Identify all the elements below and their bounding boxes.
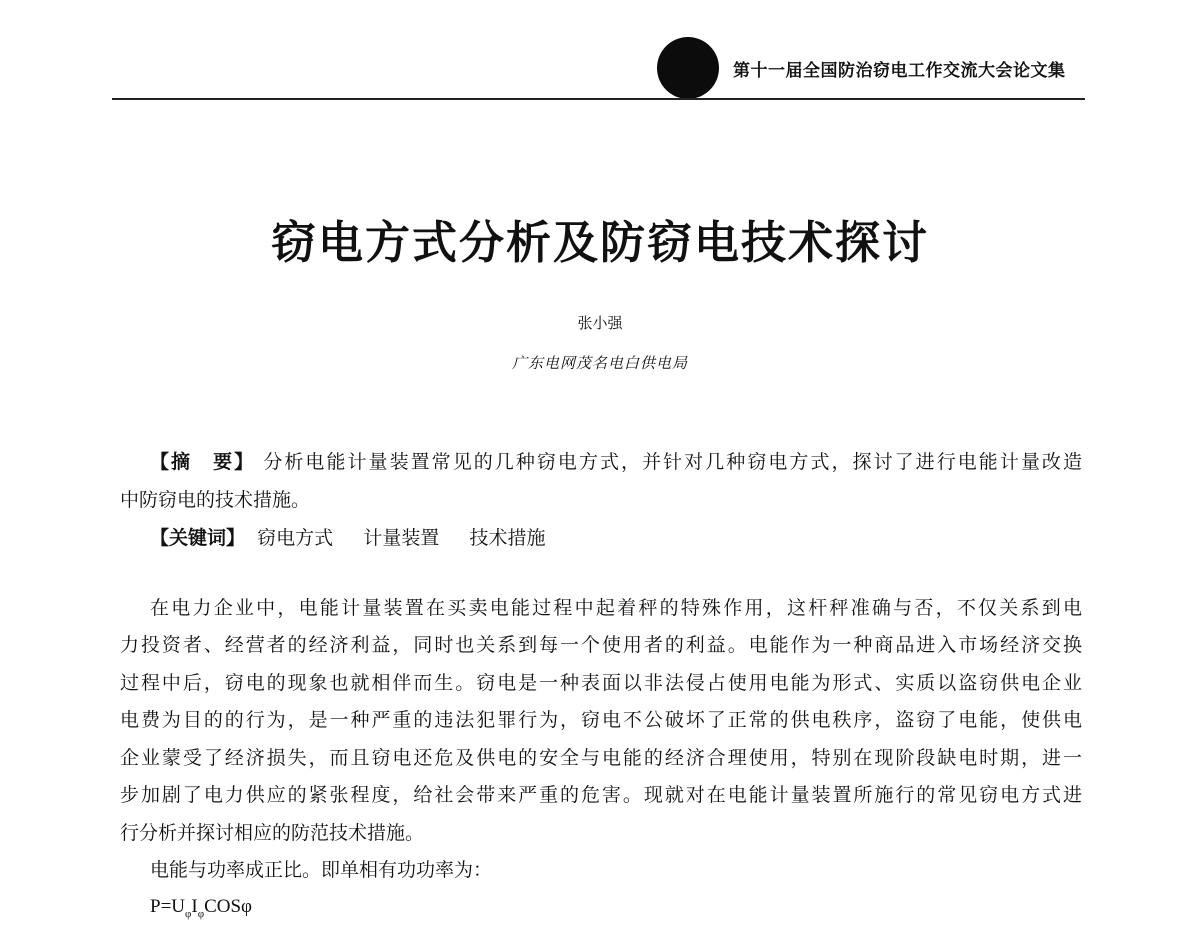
running-header: 第十一届全国防治窃电工作交流大会论文集 — [733, 61, 1066, 81]
formula — [150, 894, 1082, 920]
keyword: 窃电方式 — [257, 527, 334, 549]
abstract-label: 【摘 要】 — [150, 451, 256, 473]
body-line: 步加剧了电力供应的紧张程度，给社会带来严重的危害。现就对在电能计量装置所施行的常见窃电方式进 — [120, 784, 1082, 806]
header-rule — [112, 98, 1085, 100]
body-line: 企业蒙受了经济损失，而且窃电还危及供电的安全与电能的经济合理使用，特别在现阶段缺电时期，进一 — [120, 747, 1082, 769]
keywords-line — [150, 525, 1082, 551]
keyword: 技术措施 — [469, 527, 546, 549]
paper-title: 窃电方式分析及防窃电技术探讨 — [270, 216, 929, 269]
affiliation: 广东电网茂名电白供电局 — [511, 354, 688, 372]
formula-part: P=U — [150, 896, 186, 917]
body-line: 行分析并探讨相应的防范技术措施。 — [120, 822, 425, 844]
body-line: 力投资者、经营者的经济利益，同时也关系到每一个使用者的利益。电能作为一种商品进入市场经济交换 — [120, 634, 1082, 656]
keywords-label: 【关键词】 — [150, 527, 246, 549]
body-line: 电能与功率成正比。即单相有功功率为： — [150, 859, 493, 881]
keyword: 计量装置 — [363, 527, 440, 549]
body-line: 在电力企业中，电能计量装置在买卖电能过程中起着秤的特殊作用，这杆秤准确与否，不仅关系到电 — [150, 597, 1082, 619]
formula-part: COSφ — [204, 896, 252, 917]
body-line: 过程中后，窃电的现象也就相伴而生。窃电是一种表面以非法侵占使用电能为形式、实质以盗窃供电企业 — [120, 672, 1082, 694]
body-line: 电费为目的的行为，是一种严重的违法犯罪行为，窃电不公破坏了正常的供电秩序，盗窃了电能，使供电 — [120, 709, 1082, 731]
abstract-line — [150, 449, 1082, 475]
author: 张小强 — [577, 314, 623, 332]
formula-part: I — [191, 896, 198, 917]
formula-subscript: φ — [185, 907, 192, 920]
abstract-line: 中防窃电的技术措施。 — [120, 489, 311, 511]
abstract-text: 分析电能计量装置常见的几种窃电方式，并针对几种窃电方式，探讨了进行电能计量改造 — [263, 451, 1082, 473]
conference-logo — [657, 37, 719, 99]
formula-subscript: φ — [197, 907, 205, 920]
